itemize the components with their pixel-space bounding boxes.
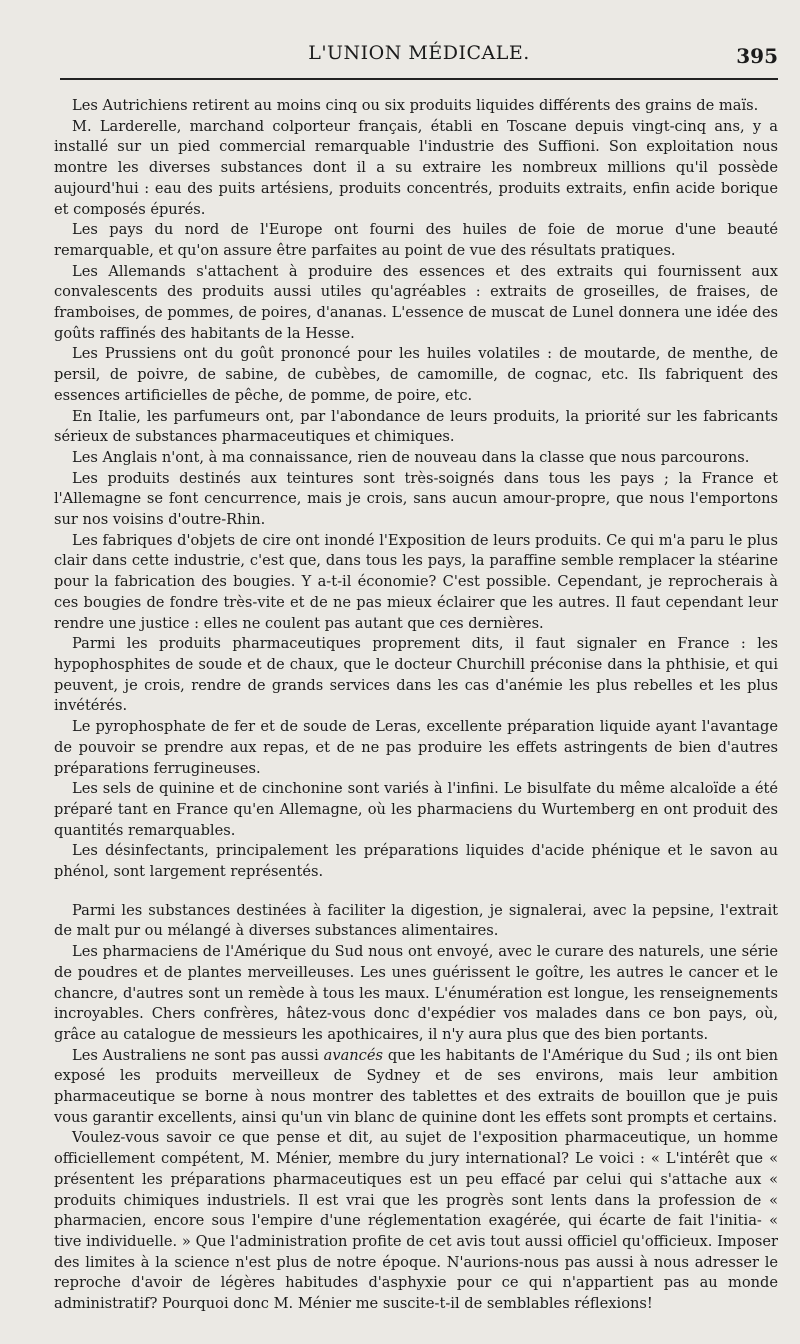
paragraph-desinfectants: Les désinfectants, principalement les préparations liquides d'acide phénique et le savon au phénol, sont largement représentés.	[54, 842, 778, 881]
paragraph-australiens	[54, 1046, 778, 1129]
paragraph-amerique-sud: Les pharmaciens de l'Amérique du Sud nous ont envoyé, avec le curare des naturels, une série de poudres et de plantes merveilleuses. Les unes guérissent le goître, les autres le cancer et le chancre, d'autres sont un remède à tous les maux. L'énumération est longue, les renseignements incroyables. Chers confrères, hâtez-vous donc d'expédier vos malades dans ce bon pays, où, grâce au catalogue de messieurs les apothicaires, il n'y aura plus que des bien portants.	[54, 943, 778, 1043]
paragraph-cire: Les fabriques d'objets de cire ont inondé l'Exposition de leurs produits. Ce qui m'a paru le plus clair dans cette industrie, c'est que, dans tous les pays, la paraffine semble remplacer la stéarine pour la fabrication des bougies. Y a-t-il économie? C'est possible. Cependant, je reprocherais à ces bougies de fondre très-vite et de ne pas mieux éclairer que les autres. Il faut cependant leur rendre une justice : elles ne coulent pas autant que ces dernières.	[54, 531, 778, 632]
paragraph-digestion: Parmi les substances destinées à faciliter la digestion, je signalerai, avec la pepsine, l'extrait de malt pur ou mélangé à diverses substances alimentaires.	[54, 901, 778, 940]
paragraph-italie: En Italie, les parfumeurs ont, par l'abondance de leurs produits, la priorité sur les fabricants sérieux de substances pharmaceutiques et chimiques.	[54, 407, 778, 446]
paragraph-menier: Voulez-vous savoir ce que pense et dit, au sujet de l'exposition pharmaceutique, un homme officiellement compétent, M. Ménier, membre du jury international? Le voici : « L'intérêt que « présentent les préparations pharmaceutiques est un peu effacé par celui qui s'attache aux « produits chimiques industriels. Il est vrai que les progrès sont lents dans la profession de « pharmacien, encore sous l'empire d'une réglementation exagérée, qui écarte de fait l'initia- « tive individuelle. » Que l'administration profite de cet avis tout aussi officiel qu'officieux. Imposer des limites à la science n'est plus de notre époque. N'aurions-nous pas aussi à nous adresser le reproche d'avoir de légères habitudes d'asphyxie pour ce qui n'appartient pas au monde administratif? Pourquoi donc M. Ménier me suscite-t-il de semblables réflexions!	[54, 1129, 778, 1313]
journal-title: L'UNION MÉDICALE.	[308, 42, 530, 64]
paragraph-hypophosphites: Parmi les produits pharmaceutiques proprement dits, il faut signaler en France : les hypophosphites de soude et de chaux, que le docteur Churchill préconise dans la phthisie, et qui peuvent, je crois, rendre de grands services dans les cas d'anémie les plus rebelles et les plus invétérés.	[54, 635, 778, 715]
paragraph-prussiens: Les Prussiens ont du goût prononcé pour les huiles volatiles : de moutarde, de menthe, de persil, de poivre, de sabine, de cubèbes, de camomille, de cognac, etc. Ils fabriquent des essences artificielles de pêche, de pomme, de poire, etc.	[54, 345, 778, 404]
paragraph-teintures: Les produits destinés aux teintures sont très-soignés dans tous les pays ; la France et l'Allemagne se font cencurrence, mais je crois, sans aucun amour-propre, que nous l'emportons sur nos voisins d'outre-Rhin.	[54, 469, 778, 529]
header-rule	[60, 78, 778, 80]
paragraph-larderelle: M. Larderelle, marchand colporteur français, établi en Toscane depuis vingt-cinq ans, y a installé sur un pied commercial remarquable l'industrie des Suffioni. Son exploitation nous montre les diverses substances dont il a su extraire les nombreux millions qu'il possède aujourd'hui : eau des puits artésiens, produits concentrés, produits extraits, enfin acide borique et composés épurés.	[54, 117, 778, 218]
paragraph-nord-europe: Les pays du nord de l'Europe ont fourni des huiles de foie de morue d'une beauté remarquable, et qu'on assure être parfaites au point de vue des résultats pratiques.	[54, 221, 778, 259]
running-header	[60, 40, 778, 74]
australiens-text-start: Les Australiens ne sont pas aussi	[72, 1046, 324, 1064]
paragraph-autrichiens: Les Autrichiens retirent au moins cinq ou six produits liquides différents des grains de maïs.	[72, 97, 759, 114]
paragraph-anglais: Les Anglais n'ont, à ma connaissance, rien de nouveau dans la classe que nous parcourons.	[72, 448, 750, 466]
australiens-emphasis: avancés	[323, 1046, 383, 1064]
paragraph-allemands: Les Allemands s'attachent à produire des essences et des extraits qui fournissent aux convalescents des produits aussi utiles qu'agréables : extraits de groseilles, de fraises, de framboises, de pommes, de poires, d'ananas. L'essence de muscat de Lunel donnera une idée des goûts raffinés des habitants de la Hesse.	[54, 262, 778, 342]
paragraph-pyrophosphate: Le pyrophosphate de fer et de soude de Leras, excellente préparation liquide ayant l'avantage de pouvoir se prendre aux repas, et de ne pas produire les effets astringents de bien d'autres préparations ferrugineuses.	[54, 718, 778, 777]
paragraph-quinine: Les sels de quinine et de cinchonine sont variés à l'infini. Le bisulfate du même alcaloïde a été préparé tant en France qu'en Allemagne, où les pharmaciens du Wurtemberg en ont produit des quantités remarquables.	[54, 780, 778, 839]
australiens-text-end: que les habitants de l'Amérique du Sud ; ils ont bien exposé les produits merveilleux de Sydney et de ses environs, mais leur ambition pharmaceutique se borne à nous montrer des tablettes et des extraits de bouillon que je puis vous garantir excellents, ainsi qu'un vin blanc de quinine dont les effets sont prompts et certains.	[54, 1046, 778, 1126]
article-body	[54, 96, 778, 1315]
page-number: 395	[736, 44, 778, 68]
